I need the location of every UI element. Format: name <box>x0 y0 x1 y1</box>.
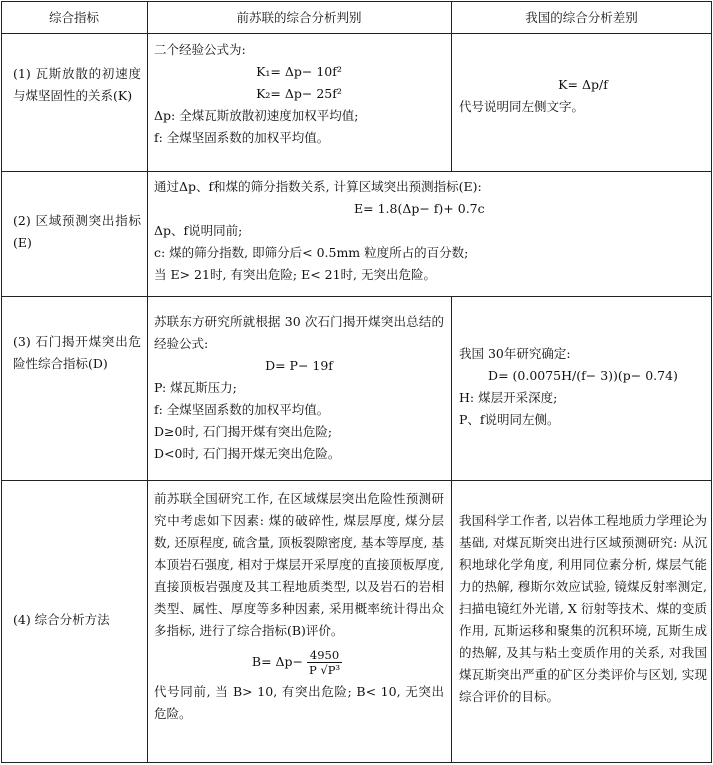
row1-soviet <box>154 39 444 149</box>
table-border-left <box>1 1 2 763</box>
header-indicator: 综合指标 <box>48 10 99 25</box>
row3-soviet <box>154 311 444 465</box>
row3-soviet-line1: 苏联东方研究所就根据 30 次石门揭开煤突出总结的经验公式: <box>154 314 444 351</box>
header-china: 我国的综合分析差别 <box>525 10 638 25</box>
row1-soviet-formula1: K₁= Δp− 10f² <box>256 64 342 79</box>
row4-china <box>459 510 707 708</box>
row1-china <box>459 74 707 118</box>
row3-label: (3) 石门揭开煤突出危险性综合指标(D) <box>13 334 141 371</box>
column-divider <box>147 1 148 763</box>
row3-soviet-line2: P: 煤瓦斯压力; <box>154 380 237 395</box>
row1-china-note: 代号说明同左侧文字。 <box>459 99 585 114</box>
row4-formula-lhs: B= Δp− <box>251 654 304 669</box>
row1-soviet-formula2: K₂= Δp− 25f² <box>256 86 342 101</box>
table-border-right <box>711 1 712 763</box>
row3-soviet-line5: D<0时, 石门揭开煤无突出危险。 <box>154 446 341 461</box>
row4-soviet <box>154 488 444 725</box>
row4-china-text: 我国科学工作者, 以岩体工程地质力学理论为基础, 对煤瓦斯突出进行区域预测研究: 从沉积地球化学角度, 利用同位素分析, 煤层气能力的热解, 穆斯尔效应试验, 镜煤反射率测定, 扫描电镜红外光谱, X 衍射等技术、煤的变质作用, 瓦斯运移和聚集的沉积环境, 瓦斯生成的热解, 及其与粘土变质作用的关系, 对我国煤瓦斯突出严重的矿区分类评价与区划, 实现综合评价的目标。 <box>459 513 707 704</box>
row-divider <box>1 480 712 481</box>
table-border-bottom <box>1 762 712 763</box>
row3-soviet-line3: f: 全煤坚固系数的加权平均值。 <box>154 402 330 417</box>
row4-formula-denominator: P √P³ <box>309 663 341 677</box>
row4-formula-numerator: 4950 <box>307 648 342 663</box>
row3-china-line3: P、f说明同左侧。 <box>459 412 560 427</box>
row1-soviet-note2: f: 全煤坚固系数的加权平均值。 <box>154 130 330 145</box>
row4-label: (4) 综合分析方法 <box>13 612 110 627</box>
row-divider <box>1 296 712 297</box>
row2-label: (2) 区域预测突出指标(E) <box>13 213 141 250</box>
row1-label: (1) 瓦斯放散的初速度与煤坚固性的关系(K) <box>13 66 141 103</box>
row2-soviet-formula: E= 1.8(Δp− f)+ 0.7c <box>354 201 485 216</box>
row4-formula-fraction <box>307 648 342 677</box>
row-divider <box>1 33 712 34</box>
row3-china-line1: 我国 30年研究确定: <box>459 346 571 361</box>
row4-soviet-tail: 代号同前, 当 B> 10, 有突出危险; B< 10, 无突出危险。 <box>154 684 444 721</box>
row3-china-line2: H: 煤层开采深度; <box>459 390 558 405</box>
row4-soviet-formula <box>154 648 444 677</box>
comparison-table <box>1 1 712 763</box>
row2-soviet-line4: 当 E> 21时, 有突出危险; E< 21时, 无突出危险。 <box>154 267 437 282</box>
row1-soviet-intro: 二个经验公式为: <box>154 42 246 57</box>
header-soviet: 前苏联的综合分析判别 <box>236 10 362 25</box>
row2-soviet-line1: 通过Δp、f和煤的筛分指数关系, 计算区域突出预测指标(E): <box>154 179 482 194</box>
row3-soviet-formula: D= P− 19f <box>265 358 333 373</box>
row1-china-formula: K= Δp/f <box>558 77 608 92</box>
row4-soviet-text: 前苏联全国研究工作, 在区域煤层突出危险性预测研究中考虑如下因素: 煤的破碎性, 煤层厚度, 煤分层数, 还原程度, 硫含量, 顶板裂隙密度, 基本等厚度, 基本顶岩石强度, 相对于煤层开采厚度的直接顶板厚度, 直接顶板岩强度及其工程地质类型, 以及岩石的岩相类型、属性、厚度等多种因素, 采用概率统计得出众多指标, 进行了综合指标(B)评价。 <box>154 491 444 638</box>
row3-china <box>459 343 707 431</box>
column-divider <box>451 296 452 763</box>
row1-soviet-note1: Δp: 全煤瓦斯放散初速度加权平均值; <box>154 108 359 123</box>
row-divider <box>1 171 712 172</box>
row2-soviet-line2: Δp、f说明同前; <box>154 223 243 238</box>
row3-soviet-line4: D≥0时, 石门揭开煤有突出危险; <box>154 424 333 439</box>
row3-china-formula: D= (0.0075H/(f− 3))(p− 0.74) <box>488 368 678 383</box>
row2-soviet <box>154 176 702 286</box>
row2-soviet-line3: c: 煤的筛分指数, 即筛分后< 0.5mm 粒度所占的百分数; <box>154 245 469 260</box>
